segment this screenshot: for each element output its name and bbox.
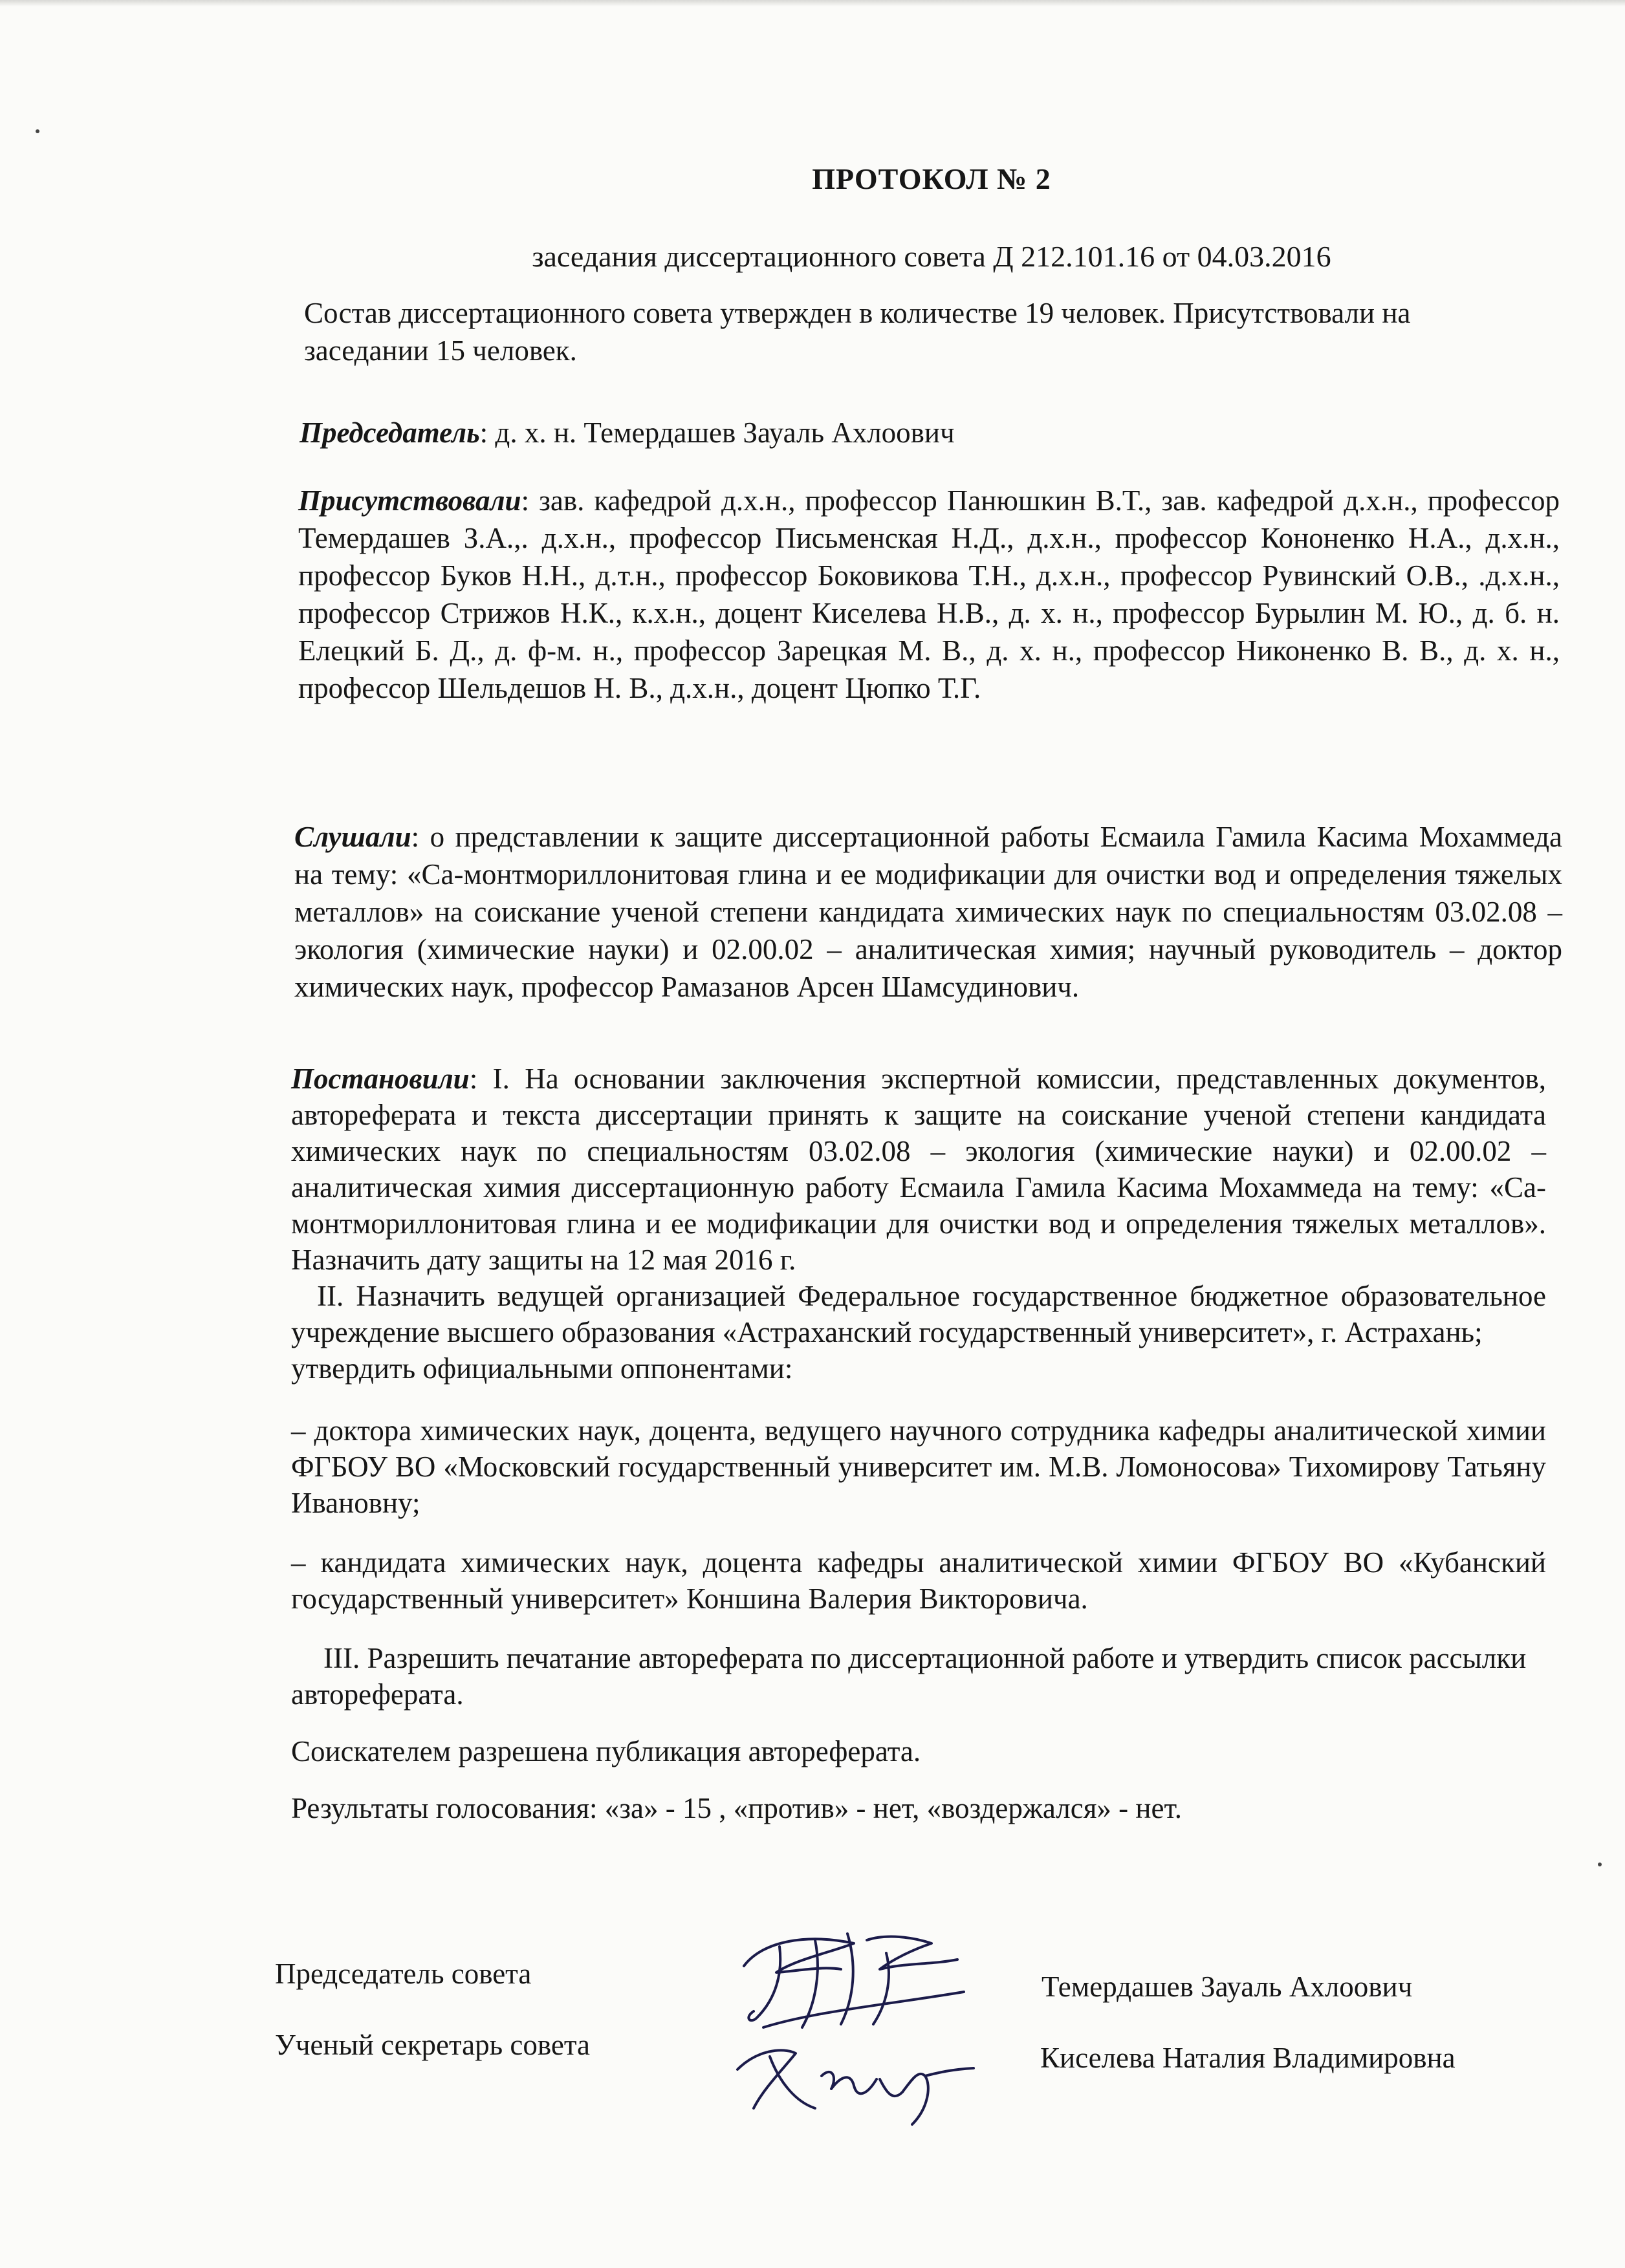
resolved-item-3: III. Разрешить печатание автореферата по диссертационной работе и утвердить список рассылки автореферата. bbox=[291, 1642, 1527, 1711]
voting-results: Результаты голосования: «за» - 15 , «против» - нет, «воздержался» - нет. bbox=[291, 1792, 1183, 1824]
document-title: ПРОТОКОЛ № 2 bbox=[812, 162, 1051, 195]
chair-text: : д. х. н. Темердашев Зауаль Ахлоович bbox=[479, 416, 955, 449]
resolved-item-2: II. Назначить ведущей организацией Федеральное государственное бюджетное образовательное учреждение высшего образования «Астраханский государственный университет», г. Астрахань; bbox=[291, 1280, 1546, 1348]
document-subtitle: заседания диссертационного совета Д 212.101.16 от 04.03.2016 bbox=[532, 240, 1331, 273]
scan-speck bbox=[36, 129, 39, 133]
resolved-item-1: : I. На основании заключения экспертной комиссии, представленных документов, автореферата и текста диссертации принять к защите на соискание ученой степени кандидата химических наук по специальностям 03.02.08 – экология (химические науки) и 02.00.02 – аналитическая химия диссертационную работу Есмаила Гамила Касима Мохаммеда на тему: «Са-монтмориллонитовая глина и ее модификации для очистки вод и определения тяжелых металлов». Назначить дату защиты на 12 мая 2016 г. bbox=[291, 1063, 1546, 1276]
publication-note: Соискателем разрешена публикация автореферата. bbox=[291, 1735, 921, 1767]
opponent-1: – доктора химических наук, доцента, ведущего научного сотрудника кафедры аналитической химии ФГБОУ ВО «Московский государственный университет им. М.В. Ломоносова» Тихомирову Татьяну Ивановну; bbox=[291, 1414, 1546, 1519]
present-paragraph bbox=[298, 482, 1560, 707]
heard-label: Слушали bbox=[294, 821, 411, 853]
resolved-section bbox=[291, 1061, 1546, 1826]
scan-edge bbox=[0, 0, 1625, 6]
secretary-role: Ученый секретарь совета bbox=[275, 2029, 591, 2061]
chair-name: Темердашев Зауаль Ахлоович bbox=[1042, 1971, 1413, 2003]
chair-paragraph bbox=[300, 414, 1529, 451]
secretary-name: Киселева Наталия Владимировна bbox=[1040, 2042, 1456, 2074]
signature-chair-stroke bbox=[744, 1939, 854, 1972]
composition-text: Состав диссертационного совета утвержден в количестве 19 человек. Присутствовали на заседании 15 человек. bbox=[304, 297, 1411, 367]
scan-speck bbox=[1598, 1863, 1602, 1866]
present-label: Присутствовали bbox=[298, 484, 521, 517]
opponent-2: – кандидата химических наук, доцента кафедры аналитической химии ФГБОУ ВО «Кубанский государственный университет» Коншина Валерия Викторовича. bbox=[291, 1546, 1546, 1615]
heard-text: : о представлении к защите диссертационной работы Есмаила Гамила Касима Мохаммеда на тему: «Са-монтмориллонитовая глина и ее модификации для очистки вод и определения тяжелых металлов» на соискание ученой степени кандидата химических наук по специальностям 03.02.08 – экология (химические науки) и 02.00.02 – аналитическая химия; научный руководитель – доктор химических наук, профессор Рамазанов Арсен Шамсудинович. bbox=[294, 821, 1562, 1003]
resolved-label: Постановили bbox=[291, 1063, 470, 1095]
chair-label: Председатель bbox=[300, 416, 480, 449]
handwritten-signatures bbox=[718, 1914, 990, 2134]
chair-role: Председатель совета bbox=[275, 1958, 532, 1990]
heard-paragraph bbox=[294, 818, 1562, 1006]
signature-secretary-stroke bbox=[737, 2050, 796, 2108]
present-text: : зав. кафедрой д.х.н., профессор Панюшкин В.Т., зав. кафедрой д.х.н., профессор Темердашев З.А.,. д.х.н., профессор Письменская Н.Д., д.х.н., профессор Кононенко Н.А., д.х.н., профессор Буков Н.Н., д.т.н., профессор Боковикова Т.Н., д.х.н., профессор Рувинский О.В., .д.х.н., профессор Стрижов Н.К., к.х.н., доцент Киселева Н.В., д. х. н., профессор Бурылин М. Ю., д. б. н. Елецкий Б. Д., д. ф-м. н., профессор Зарецкая М. В., д. х. н., профессор Никоненко В. В., д. х. н., профессор Шельдешов Н. В., д.х.н., доцент Цюпко Т.Г. bbox=[298, 484, 1560, 704]
resolved-item-2b: утвердить официальными оппонентами: bbox=[291, 1352, 793, 1385]
composition-paragraph bbox=[304, 294, 1533, 369]
